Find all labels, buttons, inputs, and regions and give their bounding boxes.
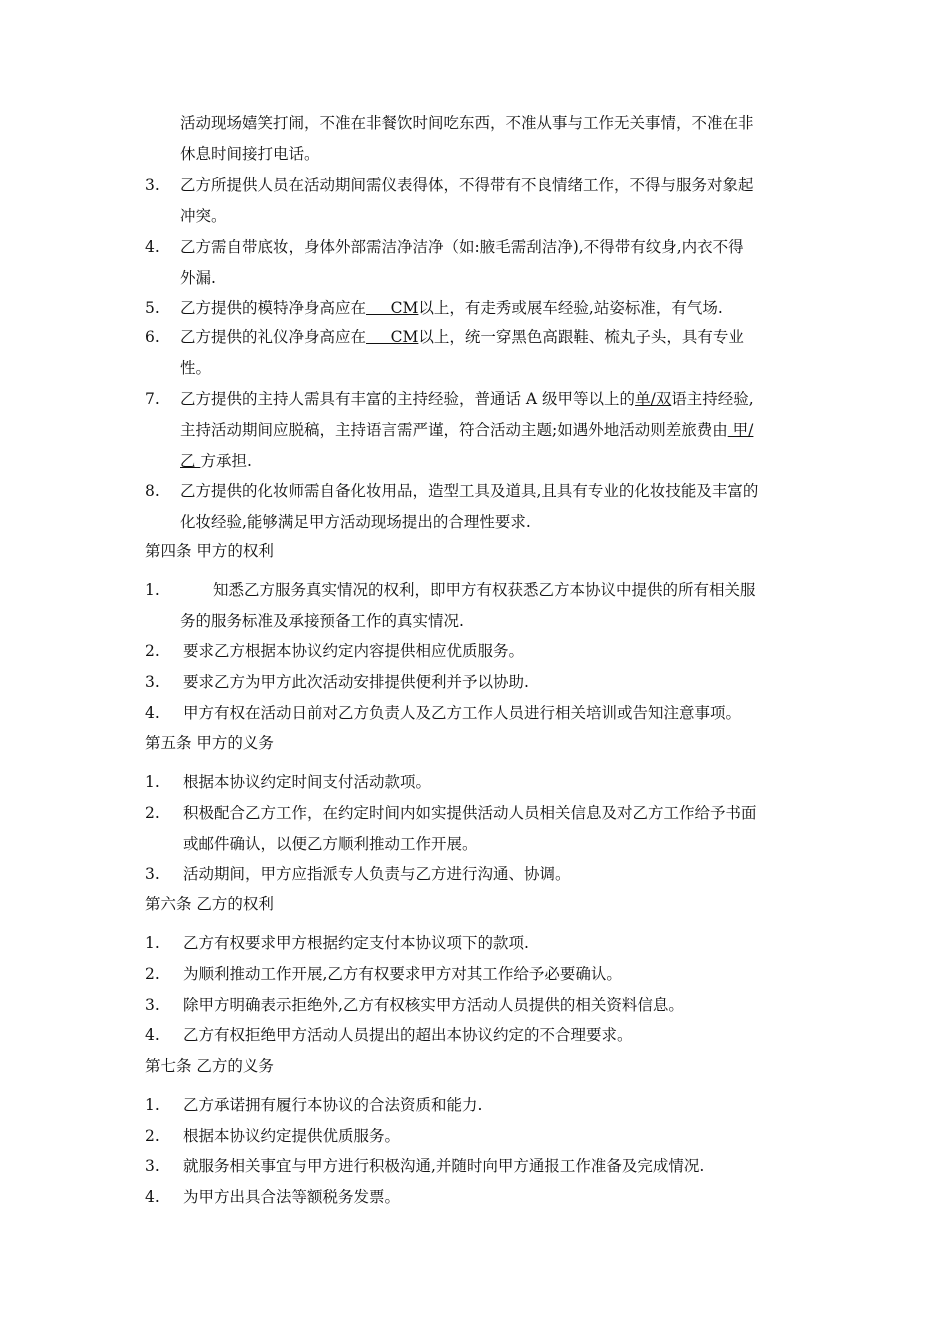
article-heading: 第四条 甲方的权利	[145, 542, 274, 560]
list-item	[145, 698, 810, 729]
item-number: 7.	[145, 390, 160, 408]
item-text: 乙方承诺拥有履行本协议的合法资质和能力.	[183, 1096, 483, 1114]
item-text-post: 以上，统一穿黑色高跟鞋、梳丸子头，具有专业	[418, 328, 744, 346]
item-text: 积极配合乙方工作，在约定时间内如实提供活动人员相关信息及对乙方工作给予书面	[183, 804, 757, 822]
item-text: 冲突。	[180, 207, 227, 225]
item-text: 要求乙方为甲方此次活动安排提供便利并予以协助.	[183, 673, 529, 691]
party-choice: 乙	[180, 452, 201, 470]
item-number: 1.	[145, 581, 160, 599]
item-number: 5.	[145, 299, 160, 317]
item-number: 4.	[145, 704, 160, 722]
item-text	[180, 322, 810, 353]
item-number: 6.	[145, 328, 160, 346]
list-item	[145, 575, 810, 637]
item-text: 务的服务标准及承接预备工作的真实情况.	[180, 612, 464, 630]
item-number: 1.	[145, 773, 160, 791]
list-item	[145, 232, 810, 294]
item-text-pre: 乙方提供的礼仪净身高应在	[180, 328, 367, 346]
item-number: 3.	[145, 996, 160, 1014]
item-text-pre: 乙方提供的主持人需具有丰富的主持经验，普通话 A 级甲等以上的	[180, 390, 636, 408]
item-text	[180, 384, 810, 415]
item-text: 就服务相关事宜与甲方进行积极沟通,并随时向甲方通报工作准备及完成情况.	[183, 1157, 705, 1175]
item-text-pre: 主持活动期间应脱稿，主持语言需严谨，符合活动主题;如遇外地活动则差旅费由	[180, 421, 728, 439]
height-blank: CM	[366, 328, 419, 346]
language-choice: 单/双	[635, 390, 672, 408]
item-number: 4.	[145, 1188, 160, 1206]
item-text: 活动期间，甲方应指派专人负责与乙方进行沟通、协调。	[183, 865, 571, 883]
item-text: 或邮件确认，以便乙方顺利推动工作开展。	[183, 835, 478, 853]
list-item	[145, 859, 810, 890]
item-number: 1.	[145, 934, 160, 952]
party-choice: 甲/	[727, 421, 754, 439]
height-blank: CM	[366, 299, 419, 317]
article-heading: 第七条 乙方的义务	[145, 1057, 274, 1075]
item-number: 2.	[145, 965, 160, 983]
item-text: 化妆经验,能够满足甲方活动现场提出的合理性要求.	[180, 513, 531, 531]
item-number: 3.	[145, 865, 160, 883]
item-text: 根据本协议约定提供优质服务。	[183, 1127, 401, 1145]
item-number: 2.	[145, 642, 160, 660]
list-item	[145, 1020, 810, 1051]
list-item	[145, 1151, 810, 1182]
list-item	[145, 322, 810, 384]
item-text: 要求乙方根据本协议约定内容提供相应优质服务。	[183, 642, 525, 660]
item-text: 为甲方出具合法等额税务发票。	[183, 1188, 401, 1206]
list-item	[145, 1121, 810, 1152]
item-text: 除甲方明确表示拒绝外,乙方有权核实甲方活动人员提供的相关资料信息。	[183, 996, 684, 1014]
list-item	[145, 767, 810, 798]
list-item	[145, 293, 810, 324]
item-text: 根据本协议约定时间支付活动款项。	[183, 773, 432, 791]
item-text: 外漏.	[180, 269, 216, 287]
item-text: 性。	[180, 359, 212, 377]
item-text: 乙方有权拒绝甲方活动人员提出的超出本协议约定的不合理要求。	[183, 1026, 633, 1044]
item-text: 乙方所提供人员在活动期间需仪表得体，不得带有不良情绪工作，不得与服务对象起	[180, 176, 754, 194]
item-text-post: 方承担.	[200, 452, 252, 470]
list-item	[145, 959, 810, 990]
continuation-line: 休息时间接打电话。	[180, 145, 320, 163]
list-item	[145, 636, 810, 667]
item-text	[180, 446, 810, 477]
continuation-line: 活动现场嬉笑打闹，不准在非餐饮时间吃东西，不准从事与工作无关事情，不准在非	[180, 114, 754, 132]
item-text: 乙方有权要求甲方根据约定支付本协议项下的款项.	[183, 934, 529, 952]
list-item	[145, 170, 810, 232]
article-heading: 第五条 甲方的义务	[145, 734, 274, 752]
item-text-post: 以上，有走秀或展车经验,站姿标准，有气场.	[418, 299, 723, 317]
item-number: 3.	[145, 673, 160, 691]
list-item	[145, 1090, 810, 1121]
item-text: 乙方需自带底妆，身体外部需洁净洁净（如:腋毛需刮洁净),不得带有纹身,内衣不得	[180, 238, 744, 256]
item-text-pre: 乙方提供的模特净身高应在	[180, 299, 367, 317]
list-item	[145, 990, 810, 1021]
item-number: 3.	[145, 1157, 160, 1175]
item-number: 4.	[145, 238, 160, 256]
item-text: 知悉乙方服务真实情况的权利，即甲方有权获悉乙方本协议中提供的所有相关服	[213, 581, 756, 599]
list-item	[145, 1182, 810, 1213]
item-number: 3.	[145, 176, 160, 194]
list-item	[145, 798, 810, 860]
item-number: 2.	[145, 1127, 160, 1145]
article-heading: 第六条 乙方的权利	[145, 895, 274, 913]
list-item	[145, 928, 810, 959]
item-text: 乙方提供的化妆师需自备化妆用品，造型工具及道具,且具有专业的化妆技能及丰富的	[180, 482, 759, 500]
item-text-post: 语主持经验,	[671, 390, 754, 408]
item-text	[180, 293, 810, 324]
item-text	[180, 415, 810, 446]
item-number: 2.	[145, 804, 160, 822]
item-text: 为顺利推动工作开展,乙方有权要求甲方对其工作给予必要确认。	[183, 965, 622, 983]
list-item	[145, 384, 810, 477]
item-number: 1.	[145, 1096, 160, 1114]
item-text: 甲方有权在活动日前对乙方负责人及乙方工作人员进行相关培训或告知注意事项。	[183, 704, 742, 722]
item-number: 8.	[145, 482, 160, 500]
list-item	[145, 476, 810, 538]
list-item	[145, 667, 810, 698]
item-number: 4.	[145, 1026, 160, 1044]
